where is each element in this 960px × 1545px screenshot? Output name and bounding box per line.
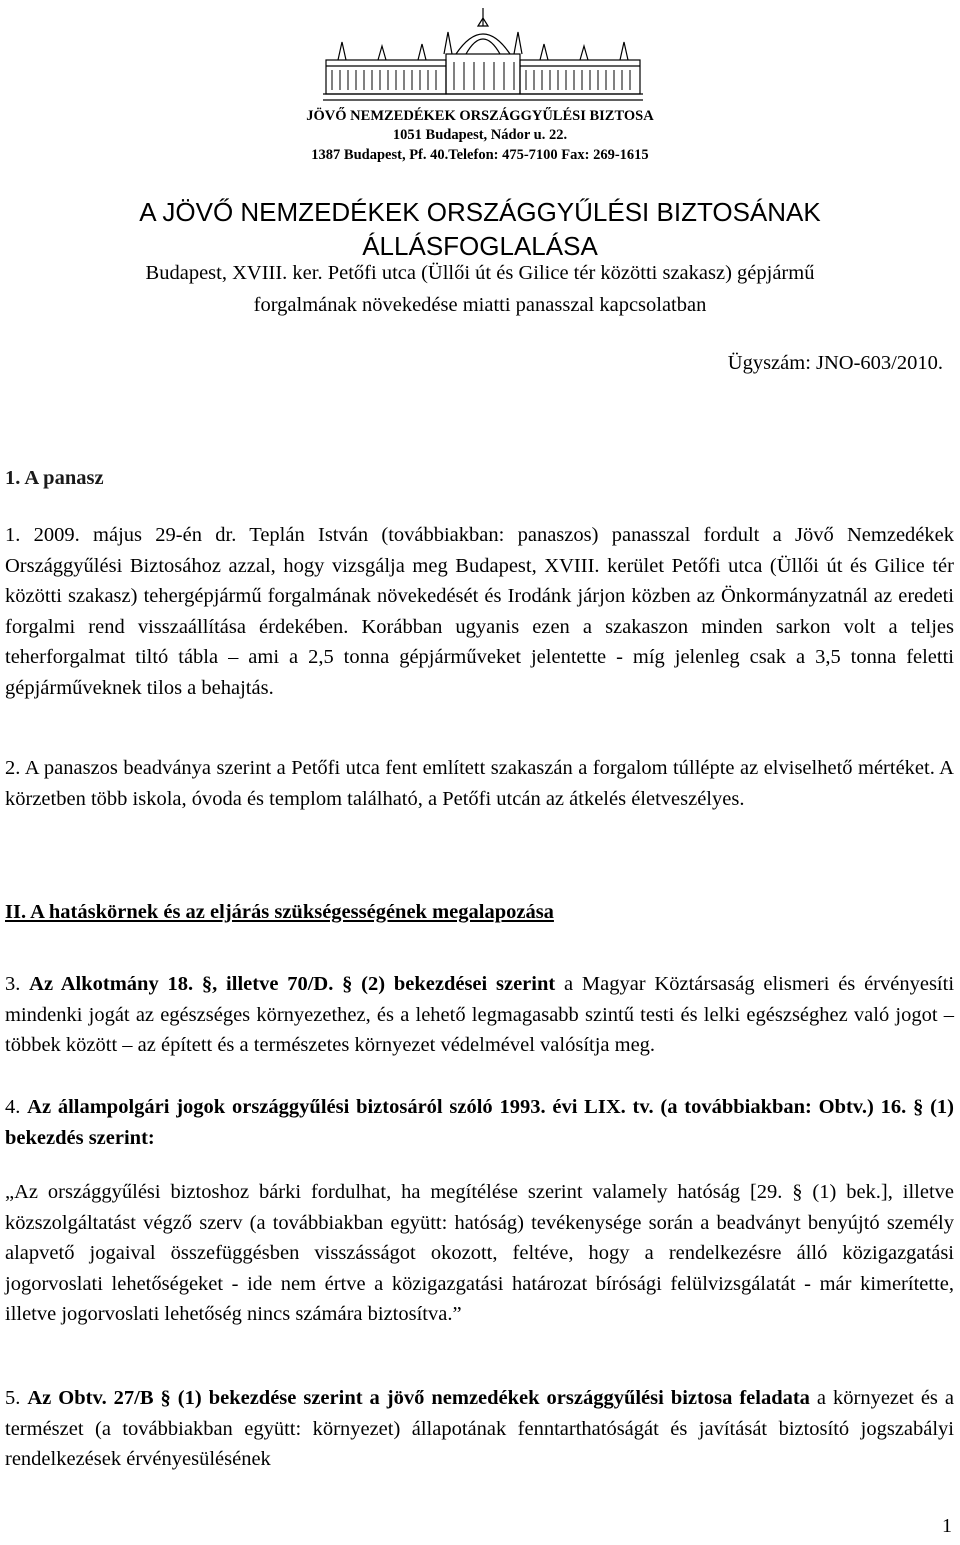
document-title-line-1: A JÖVŐ NEMZEDÉKEK ORSZÁGGYŰLÉSI BIZTOSÁNAK [139, 197, 821, 227]
paragraph-4-number: 4. [5, 1096, 28, 1118]
paragraph-5-number: 5. [5, 1387, 28, 1409]
paragraph-5-text: a környezet és a természet (a továbbiakban együtt: környezet) állapotának fenntarthatóságát és javítását biztosító jogszabályi rendelkezések érvényesülésének [5, 1387, 954, 1470]
section-heading-complaint: 1. A panasz [5, 467, 104, 489]
paragraph-3 [5, 969, 954, 1061]
case-number: Ügyszám: JNO-603/2010. [727, 352, 943, 374]
paragraph-2: 2. A panaszos beadványa szerint a Petőfi utca fent említett szakaszán a forgalom túllépte az elviselhető mértéket. A körzetben több iskola, óvoda és templom található, a Petőfi utcán az átkelés életveszélyes. [5, 757, 954, 810]
paragraph-1: 1. 2009. május 29-én dr. Teplán István (továbbiakban: panaszos) panasszal fordult a Jövő Nemzedékek Országgyűlési Biztosához azzal, hogy vizsgálja meg Budapest, XVIII. kerület Petőfi utca (Üllői út és Gilice tér közötti szakasz) tehergépjármű forgalmának növekedését és Irodánk járjon közben az Önkormányzatnál az eredeti forgalmi rend visszaállítása érdekében. Korábban ugyanis ezen a szakaszon minden sarkon volt a teljes teherforgalmat tiltó tábla – ami a 2,5 tonna gépjárműveket jelentette - míg jelenleg csak a 3,5 tonna feletti gépjárműveknek tilos a behajtás. [5, 524, 954, 699]
quote-paragraph: „Az országgyűlési biztoshoz bárki fordulhat, ha megítélése szerint valamely hatóság [29. § (1) bek.], illetve közszolgáltatást végző szerv (a továbbiakban együtt: hatóság) tevékenysége során a beadványt benyújtó személy alapvető jogaival összefüggésben visszásságot okozott, feltéve, hogy a rendelkezésre álló közigazgatási jogorvoslati lehetőségeket - ide nem értve a közigazgatási határozat bírósági felülvizsgálatát - már kimerítette, illetve jogorvoslati lehetőség nincs számára biztosítva.” [5, 1181, 954, 1325]
paragraph-3-legal-ref: Az Alkotmány 18. §, illetve 70/D. § (2) bekezdései szerint [29, 973, 556, 995]
org-address-1: 1051 Budapest, Nádor u. 22. [392, 127, 568, 143]
page-number: 1 [942, 1515, 952, 1537]
parliament-logo-icon [318, 4, 648, 104]
paragraph-4 [5, 1092, 954, 1153]
document-subtitle-line-2: forgalmának növekedése miatti panasszal kapcsolatban [253, 294, 707, 316]
document-title-line-2: ÁLLÁSFOGLALÁSA [362, 231, 598, 261]
paragraph-3-text: a Magyar Köztársaság elismeri és érvényesíti mindenki jogát az egészséges környezethez, és a lehető legmagasabb szintű testi és lelki egészséghez való jogot – többek között – az épített és a természetes környezet védelmével valósítja meg. [5, 973, 955, 1056]
paragraph-4-legal-ref: Az állampolgári jogok országgyűlési biztosáról szóló 1993. évi LIX. tv. (a továbbiakban: Obtv.) 16. § (1) bekezdés szerint: [5, 1096, 954, 1149]
org-name: JÖVŐ NEMZEDÉKEK ORSZÁGGYŰLÉSI BIZTOSA [306, 108, 654, 124]
document-subtitle-line-1: Budapest, XVIII. ker. Petőfi utca (Üllői út és Gilice tér közötti szakasz) gépjármű [145, 262, 815, 284]
org-address-2: 1387 Budapest, Pf. 40.Telefon: 475-7100 Fax: 269-1615 [311, 147, 649, 163]
paragraph-3-number: 3. [5, 973, 30, 995]
paragraph-5-legal-ref: Az Obtv. 27/B § (1) bekezdése szerint a jövő nemzedékek országgyűlési biztosa feladata [27, 1387, 810, 1409]
section-heading-jurisdiction: II. A hatáskörnek és az eljárás szükségességének megalapozása [5, 901, 554, 923]
paragraph-5 [5, 1383, 954, 1475]
